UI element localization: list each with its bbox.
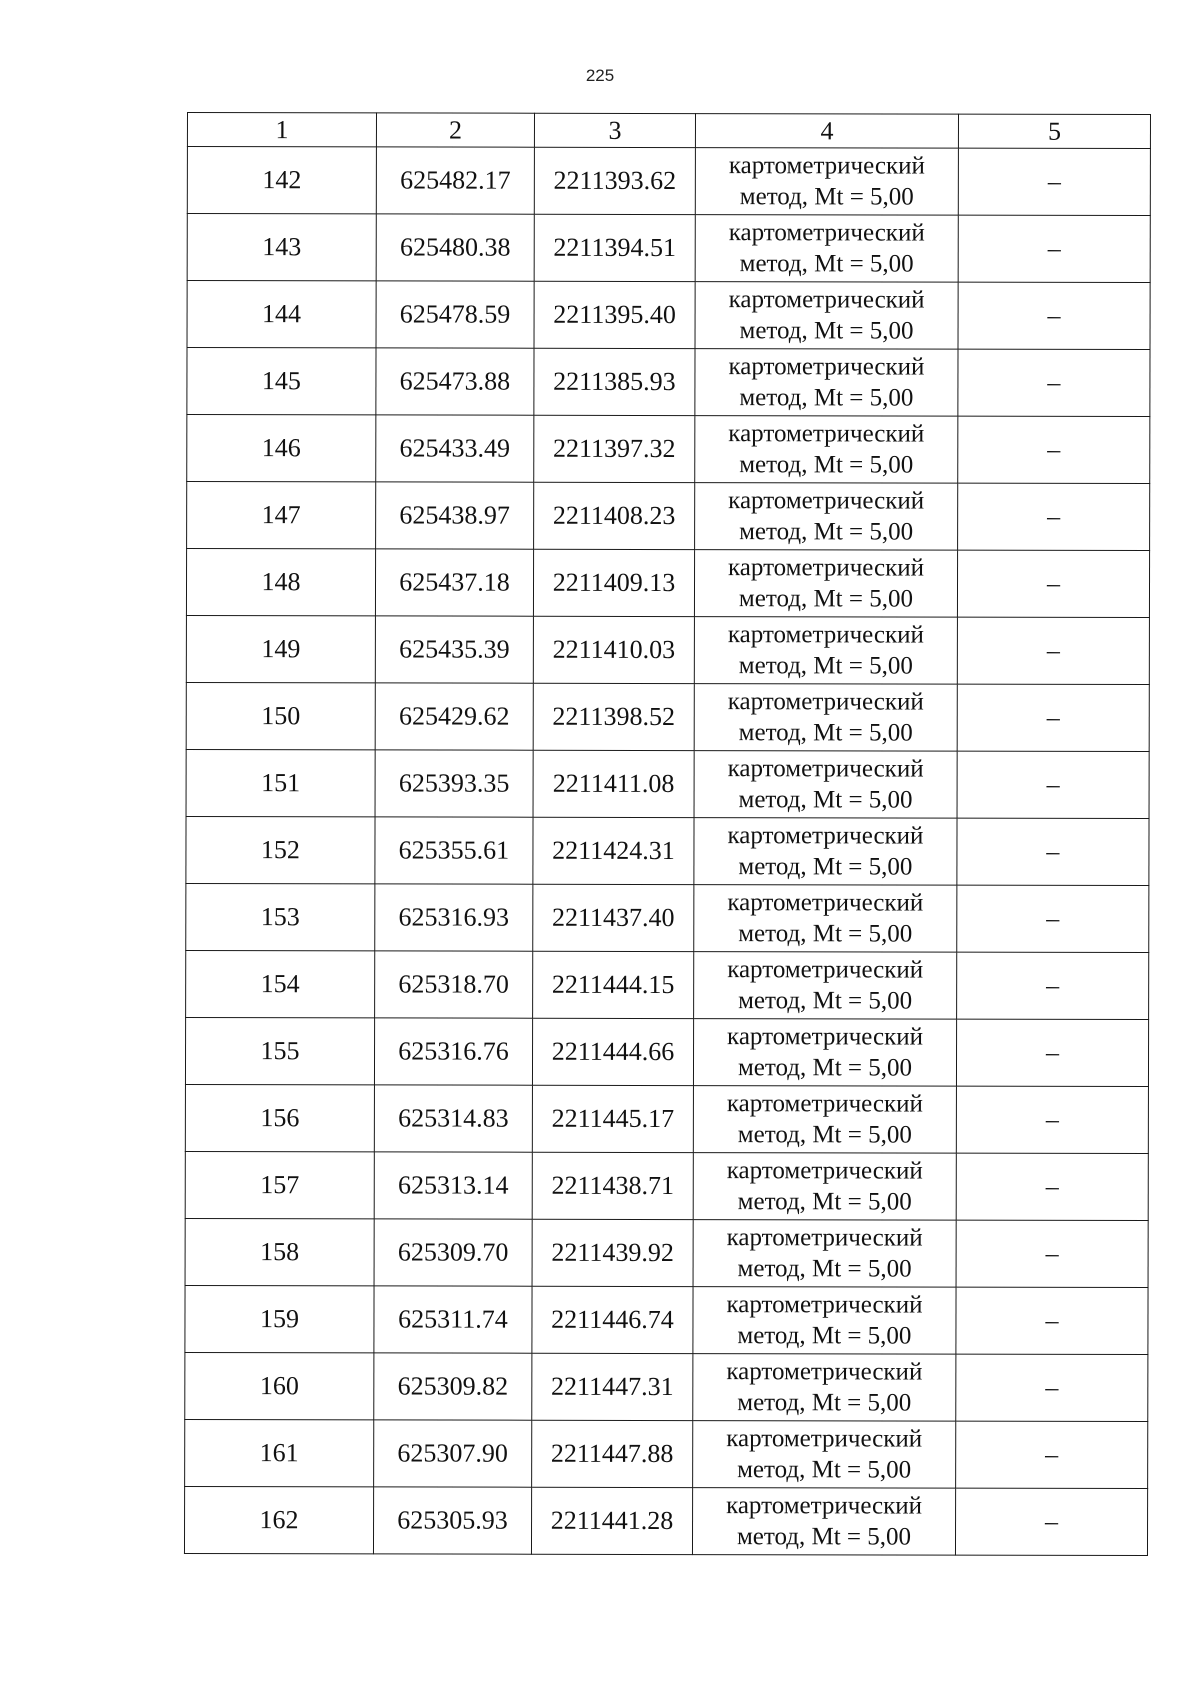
method-line-2: метод, Mt = 5,00: [737, 1389, 912, 1417]
method-cell: [694, 885, 957, 953]
x-coordinate-cell: 625393.35: [375, 750, 533, 817]
table-row: [185, 1419, 1148, 1488]
method-cell: [695, 148, 958, 216]
x-coordinate-cell: 625311.74: [374, 1286, 532, 1353]
point-number-cell: 149: [186, 615, 375, 682]
method-cell: [695, 416, 958, 484]
x-coordinate-cell: 625433.49: [376, 415, 534, 482]
method-line-1: картометрический: [728, 554, 925, 582]
header-col-4: 4: [695, 114, 958, 149]
method-line-1: картометрический: [727, 621, 924, 649]
x-coordinate-cell: 625480.38: [376, 214, 534, 281]
point-number-cell: 151: [186, 749, 375, 816]
point-number-cell: 160: [185, 1352, 374, 1419]
method-cell: [693, 1220, 956, 1288]
method-cell: [693, 1153, 956, 1221]
x-coordinate-cell: 625473.88: [376, 348, 534, 415]
method-line-1: картометрический: [726, 1224, 923, 1252]
page-number: 225: [585, 66, 615, 85]
x-coordinate-cell: 625482.17: [376, 147, 534, 214]
x-coordinate-cell: 625307.90: [374, 1420, 532, 1487]
y-coordinate-cell: 2211395.40: [534, 281, 695, 348]
method-line-2: метод, Mt = 5,00: [738, 585, 914, 613]
note-cell: –: [956, 1421, 1148, 1488]
point-number-cell: 159: [185, 1285, 374, 1352]
note-cell: –: [957, 818, 1149, 885]
table-row: [187, 348, 1150, 417]
point-number-cell: 150: [186, 682, 375, 749]
table-row: [186, 950, 1149, 1019]
point-number-cell: 158: [185, 1218, 374, 1285]
x-coordinate-cell: 625429.62: [375, 683, 533, 750]
point-number-cell: 155: [185, 1017, 374, 1084]
coordinates-table: [184, 112, 1151, 1556]
note-cell: –: [958, 148, 1150, 215]
method-cell: [692, 1488, 955, 1556]
method-cell: [693, 1019, 956, 1087]
method-line-2: метод, Mt = 5,00: [737, 1322, 912, 1350]
method-cell: [695, 483, 958, 551]
y-coordinate-cell: 2211408.23: [534, 482, 695, 549]
y-coordinate-cell: 2211411.08: [533, 750, 694, 817]
table-row: [187, 214, 1150, 283]
point-number-cell: 161: [185, 1419, 374, 1486]
header-col-2: 2: [376, 113, 534, 147]
point-number-cell: 145: [187, 348, 376, 415]
x-coordinate-cell: 625314.83: [374, 1085, 532, 1152]
header-col-3: 3: [534, 113, 695, 147]
note-cell: –: [957, 885, 1149, 952]
method-line-1: картометрический: [728, 286, 925, 314]
note-cell: –: [957, 684, 1149, 751]
note-cell: –: [956, 1153, 1148, 1220]
table-row: [185, 1285, 1148, 1354]
point-number-cell: 153: [186, 883, 375, 950]
coordinates-table-container: [184, 112, 1150, 1556]
table-row: [187, 147, 1150, 216]
x-coordinate-cell: 625313.14: [374, 1152, 532, 1219]
y-coordinate-cell: 2211394.51: [534, 214, 695, 281]
table-row: [186, 549, 1149, 618]
method-line-2: метод, Mt = 5,00: [738, 987, 913, 1015]
method-line-1: картометрический: [726, 1492, 923, 1520]
method-cell: [693, 1287, 956, 1355]
x-coordinate-cell: 625309.82: [374, 1353, 532, 1420]
method-line-1: картометрический: [728, 219, 925, 247]
method-cell: [695, 349, 958, 417]
point-number-cell: 156: [185, 1084, 374, 1151]
x-coordinate-cell: 625437.18: [375, 549, 533, 616]
y-coordinate-cell: 2211385.93: [534, 348, 695, 415]
y-coordinate-cell: 2211410.03: [533, 616, 694, 683]
y-coordinate-cell: 2211447.31: [532, 1353, 693, 1420]
point-number-cell: 142: [187, 147, 376, 214]
note-cell: –: [956, 1354, 1148, 1421]
table-row: [186, 615, 1149, 684]
method-line-2: метод, Mt = 5,00: [737, 1188, 912, 1216]
y-coordinate-cell: 2211397.32: [534, 415, 695, 482]
method-line-1: картометрический: [726, 1358, 923, 1386]
note-cell: –: [958, 416, 1150, 483]
method-line-2: метод, Mt = 5,00: [739, 250, 914, 278]
x-coordinate-cell: 625478.59: [376, 281, 534, 348]
method-line-2: метод, Mt = 5,00: [738, 719, 913, 747]
y-coordinate-cell: 2211446.74: [532, 1286, 693, 1353]
method-line-2: метод, Mt = 5,00: [738, 652, 913, 680]
x-coordinate-cell: 625438.97: [376, 482, 534, 549]
method-cell: [693, 1086, 956, 1154]
x-coordinate-cell: 625435.39: [375, 616, 533, 683]
method-line-2: метод, Mt = 5,00: [739, 451, 914, 479]
y-coordinate-cell: 2211393.62: [534, 147, 695, 214]
header-row: [187, 113, 1150, 149]
method-line-2: метод, Mt = 5,00: [737, 1054, 913, 1082]
method-line-1: картометрический: [728, 152, 925, 180]
table-row: [186, 682, 1149, 751]
method-line-2: метод, Mt = 5,00: [738, 853, 913, 881]
method-cell: [693, 1421, 956, 1489]
table-row: [186, 749, 1149, 818]
table-body: [184, 147, 1150, 1556]
y-coordinate-cell: 2211439.92: [532, 1219, 693, 1286]
x-coordinate-cell: 625316.93: [375, 884, 533, 951]
y-coordinate-cell: 2211447.88: [532, 1420, 693, 1487]
x-coordinate-cell: 625309.70: [374, 1219, 532, 1286]
table-header: [187, 113, 1150, 149]
point-number-cell: 147: [187, 482, 376, 549]
method-cell: [694, 952, 957, 1020]
point-number-cell: 146: [187, 415, 376, 482]
table-row: [185, 1084, 1148, 1153]
method-line-1: картометрический: [727, 956, 924, 984]
table-row: [184, 1486, 1147, 1555]
note-cell: –: [958, 282, 1150, 349]
table-row: [185, 1017, 1148, 1086]
x-coordinate-cell: 625305.93: [373, 1487, 531, 1554]
method-line-2: метод, Mt = 5,00: [738, 920, 913, 948]
point-number-cell: 154: [186, 950, 375, 1017]
note-cell: –: [958, 483, 1150, 550]
table-row: [186, 883, 1149, 952]
method-line-2: метод, Mt = 5,00: [739, 317, 914, 345]
x-coordinate-cell: 625355.61: [375, 817, 533, 884]
x-coordinate-cell: 625318.70: [375, 951, 533, 1018]
method-cell: [695, 282, 958, 350]
note-cell: –: [958, 215, 1150, 282]
table-row: [186, 816, 1149, 885]
method-cell: [695, 215, 958, 283]
y-coordinate-cell: 2211444.66: [532, 1018, 693, 1085]
y-coordinate-cell: 2211409.13: [533, 549, 694, 616]
y-coordinate-cell: 2211444.15: [533, 951, 694, 1018]
table-row: [185, 1151, 1148, 1220]
y-coordinate-cell: 2211424.31: [533, 817, 694, 884]
method-line-1: картометрический: [727, 889, 924, 917]
method-line-2: метод, Mt = 5,00: [739, 384, 914, 412]
method-line-2: метод, Mt = 5,00: [738, 786, 913, 814]
method-line-1: картометрический: [727, 688, 924, 716]
note-cell: –: [957, 952, 1149, 1019]
note-cell: –: [957, 617, 1149, 684]
header-col-5: 5: [958, 114, 1150, 148]
method-cell: [694, 684, 957, 752]
table-row: [187, 415, 1150, 484]
header-col-1: 1: [187, 113, 376, 147]
note-cell: –: [958, 349, 1150, 416]
note-cell: –: [956, 1220, 1148, 1287]
note-cell: –: [956, 1086, 1148, 1153]
note-cell: –: [956, 1287, 1148, 1354]
point-number-cell: 148: [186, 549, 375, 616]
x-coordinate-cell: 625316.76: [374, 1018, 532, 1085]
method-line-1: картометрический: [727, 755, 924, 783]
table-row: [187, 482, 1150, 551]
method-line-1: картометрический: [728, 420, 925, 448]
table-row: [185, 1352, 1148, 1421]
note-cell: –: [957, 751, 1149, 818]
method-cell: [694, 550, 957, 618]
method-cell: [694, 617, 957, 685]
method-line-1: картометрический: [726, 1425, 923, 1453]
y-coordinate-cell: 2211441.28: [531, 1487, 692, 1554]
method-line-2: метод, Mt = 5,00: [737, 1255, 912, 1283]
y-coordinate-cell: 2211437.40: [533, 884, 694, 951]
method-line-1: картометрический: [726, 1157, 923, 1185]
y-coordinate-cell: 2211438.71: [532, 1152, 693, 1219]
point-number-cell: 152: [186, 816, 375, 883]
method-line-2: метод, Mt = 5,00: [737, 1121, 912, 1149]
note-cell: –: [957, 550, 1149, 617]
note-cell: –: [956, 1019, 1148, 1086]
y-coordinate-cell: 2211445.17: [532, 1085, 693, 1152]
table-row: [185, 1218, 1148, 1287]
point-number-cell: 157: [185, 1151, 374, 1218]
method-line-1: картометрический: [728, 353, 925, 381]
method-cell: [693, 1354, 956, 1422]
note-cell: –: [955, 1488, 1147, 1555]
y-coordinate-cell: 2211398.52: [533, 683, 694, 750]
table-row: [187, 281, 1150, 350]
method-line-2: метод, Mt = 5,00: [736, 1523, 912, 1551]
method-line-1: картометрический: [727, 822, 924, 850]
method-cell: [694, 818, 957, 886]
point-number-cell: 162: [184, 1486, 373, 1553]
method-line-2: метод, Mt = 5,00: [739, 183, 914, 211]
point-number-cell: 144: [187, 281, 376, 348]
method-line-1: картометрический: [728, 487, 925, 515]
method-line-2: метод, Mt = 5,00: [739, 518, 914, 546]
point-number-cell: 143: [187, 214, 376, 281]
method-line-2: метод, Mt = 5,00: [737, 1456, 912, 1484]
method-cell: [694, 751, 957, 819]
method-line-1: картометрический: [727, 1023, 924, 1051]
method-line-1: картометрический: [726, 1090, 923, 1118]
method-line-1: картометрический: [726, 1291, 923, 1319]
